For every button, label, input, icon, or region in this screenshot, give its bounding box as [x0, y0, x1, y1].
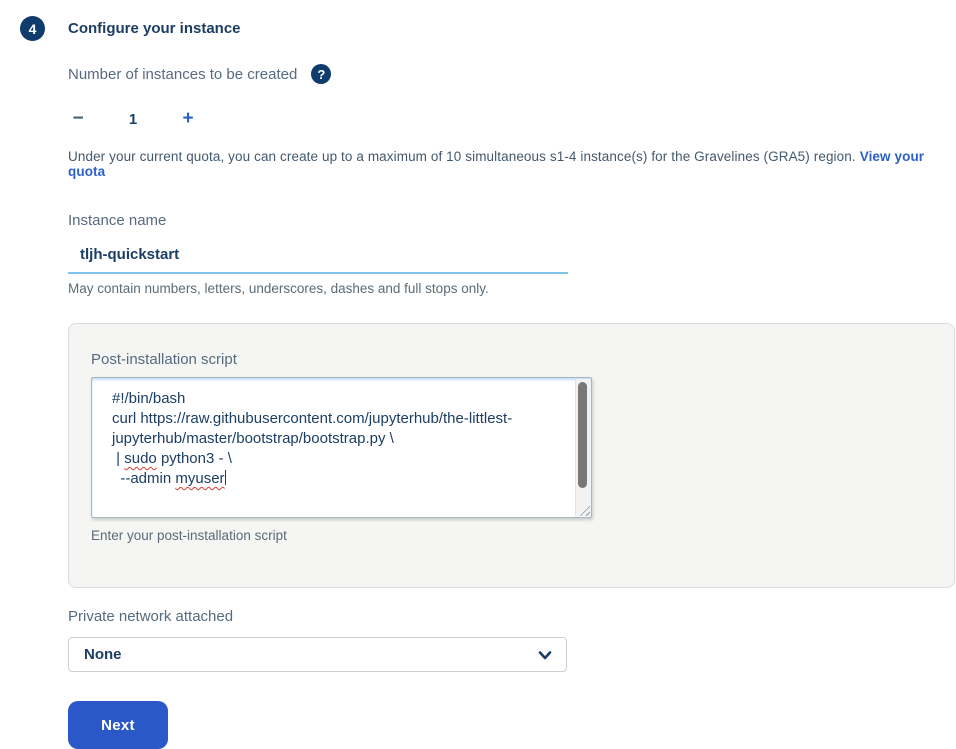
script-line: jupyterhub/master/bootstrap/bootstrap.py \	[112, 430, 394, 447]
post-install-label: Post-installation script	[91, 351, 237, 368]
chevron-down-icon	[538, 648, 552, 662]
instance-name-helper: May contain numbers, letters, underscores, dashes and full stops only.	[68, 281, 489, 296]
private-network-selected-value: None	[84, 646, 122, 663]
instance-name-label: Instance name	[68, 212, 167, 229]
step-header	[0, 0, 956, 41]
instance-name-input[interactable]	[68, 238, 568, 274]
post-install-helper: Enter your post-installation script	[91, 528, 287, 543]
step-title: Configure your instance	[68, 20, 241, 37]
post-installation-card	[68, 323, 955, 588]
private-network-label: Private network attached	[68, 608, 234, 625]
help-icon[interactable]: ?	[311, 64, 331, 84]
post-install-script-textarea[interactable]	[91, 377, 592, 518]
private-network-select[interactable]	[68, 637, 567, 672]
instance-count-label: Number of instances to be created	[68, 65, 298, 83]
script-line: | sudo python3 - \	[116, 450, 232, 467]
textarea-scrollbar[interactable]	[575, 379, 590, 516]
script-line: --admin myuser	[120, 470, 225, 487]
instance-count-value: 1	[128, 110, 138, 128]
text-cursor	[225, 470, 226, 485]
view-quota-link[interactable]: View your quota	[68, 149, 925, 179]
scrollbar-thumb[interactable]	[578, 382, 587, 488]
script-line: curl https://raw.githubusercontent.com/jupyterhub/the-littlest-	[112, 410, 513, 427]
increment-button[interactable]: +	[176, 108, 200, 130]
instance-count-stepper	[68, 108, 956, 130]
quota-text: Under your current quota, you can create up to a maximum of 10 simultaneous s1-4 instance(s) for the Gravelines (GRA5) region. View your quota	[68, 149, 925, 179]
next-button[interactable]: Next	[68, 701, 168, 749]
decrement-button[interactable]: −	[66, 108, 90, 130]
step-number-badge: 4	[20, 16, 45, 41]
script-line: #!/bin/bash	[112, 390, 186, 407]
